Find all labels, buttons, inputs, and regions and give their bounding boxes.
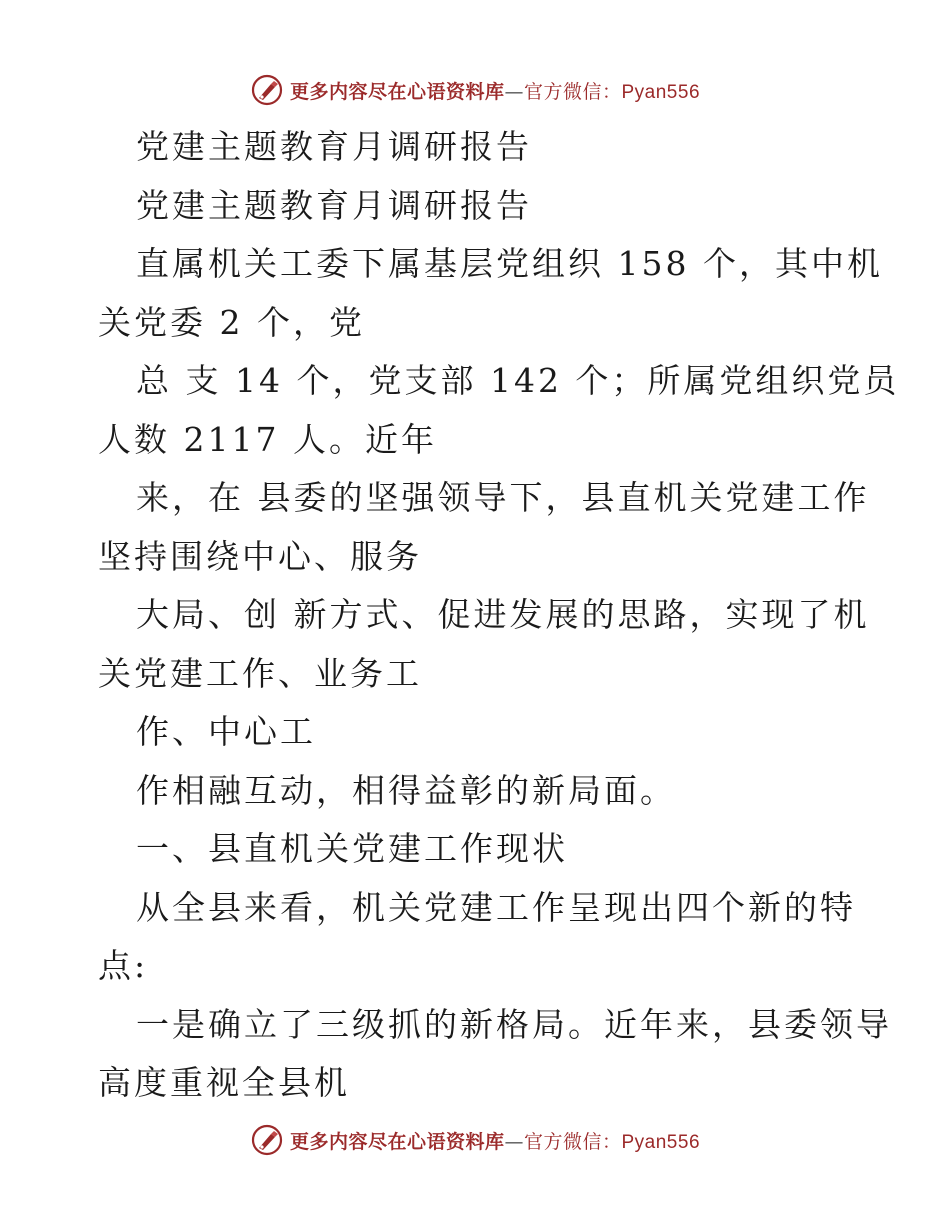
banner-text <box>290 77 700 104</box>
header-watermark-banner <box>0 70 950 110</box>
banner-main-text: 更多内容尽在心语资料库 <box>289 80 505 103</box>
document-line: 来，在 县委的坚强领导下，县直机关党建工作 <box>136 478 870 517</box>
banner-main-text: 更多内容尽在心语资料库 <box>289 1130 505 1153</box>
banner-handle-text: 官方微信：Pyan556 <box>524 1131 701 1153</box>
document-line: 高度重视全县机 <box>98 1063 350 1102</box>
banner-separator: — <box>504 1130 524 1153</box>
document-line: 从全县来看，机关党建工作呈现出四个新的特 <box>136 887 856 927</box>
document-line: 点: <box>98 946 149 985</box>
document-line: 一是确立了三级抓的新格局。近年来，县委领导 <box>136 1004 892 1044</box>
document-line: 关党建工作、业务工 <box>98 653 422 693</box>
banner-handle-text: 官方微信：Pyan556 <box>524 81 701 103</box>
document-line: 总 支 14 个，党支部 142 个；所属党组织党员 <box>136 361 900 400</box>
document-line: 党建主题教育月调研报告 <box>136 185 532 225</box>
document-body <box>98 118 900 1113</box>
document-line: 直属机关工委下属基层党组织 158 个，其中机 <box>136 244 883 283</box>
pen-nib-logo-icon <box>250 1123 284 1157</box>
pen-nib-logo-icon <box>250 73 284 107</box>
document-line: 作、中心工 <box>136 712 316 751</box>
section-heading: 一、县直机关党建工作现状 <box>136 829 568 868</box>
document-line: 大局、创 新方式、促进发展的思路，实现了机 <box>136 595 870 634</box>
document-line: 人数 2117 人。近年 <box>98 419 437 459</box>
footer-watermark-banner <box>0 1120 950 1160</box>
banner-separator: — <box>504 80 524 103</box>
document-line: 坚持围绕中心、服务 <box>98 536 422 576</box>
document-line: 作相融互动，相得益彰的新局面。 <box>136 770 676 810</box>
banner-text <box>290 1127 700 1154</box>
document-line: 党建主题教育月调研报告 <box>136 127 532 166</box>
document-line: 关党委 2 个，党 <box>98 302 365 342</box>
